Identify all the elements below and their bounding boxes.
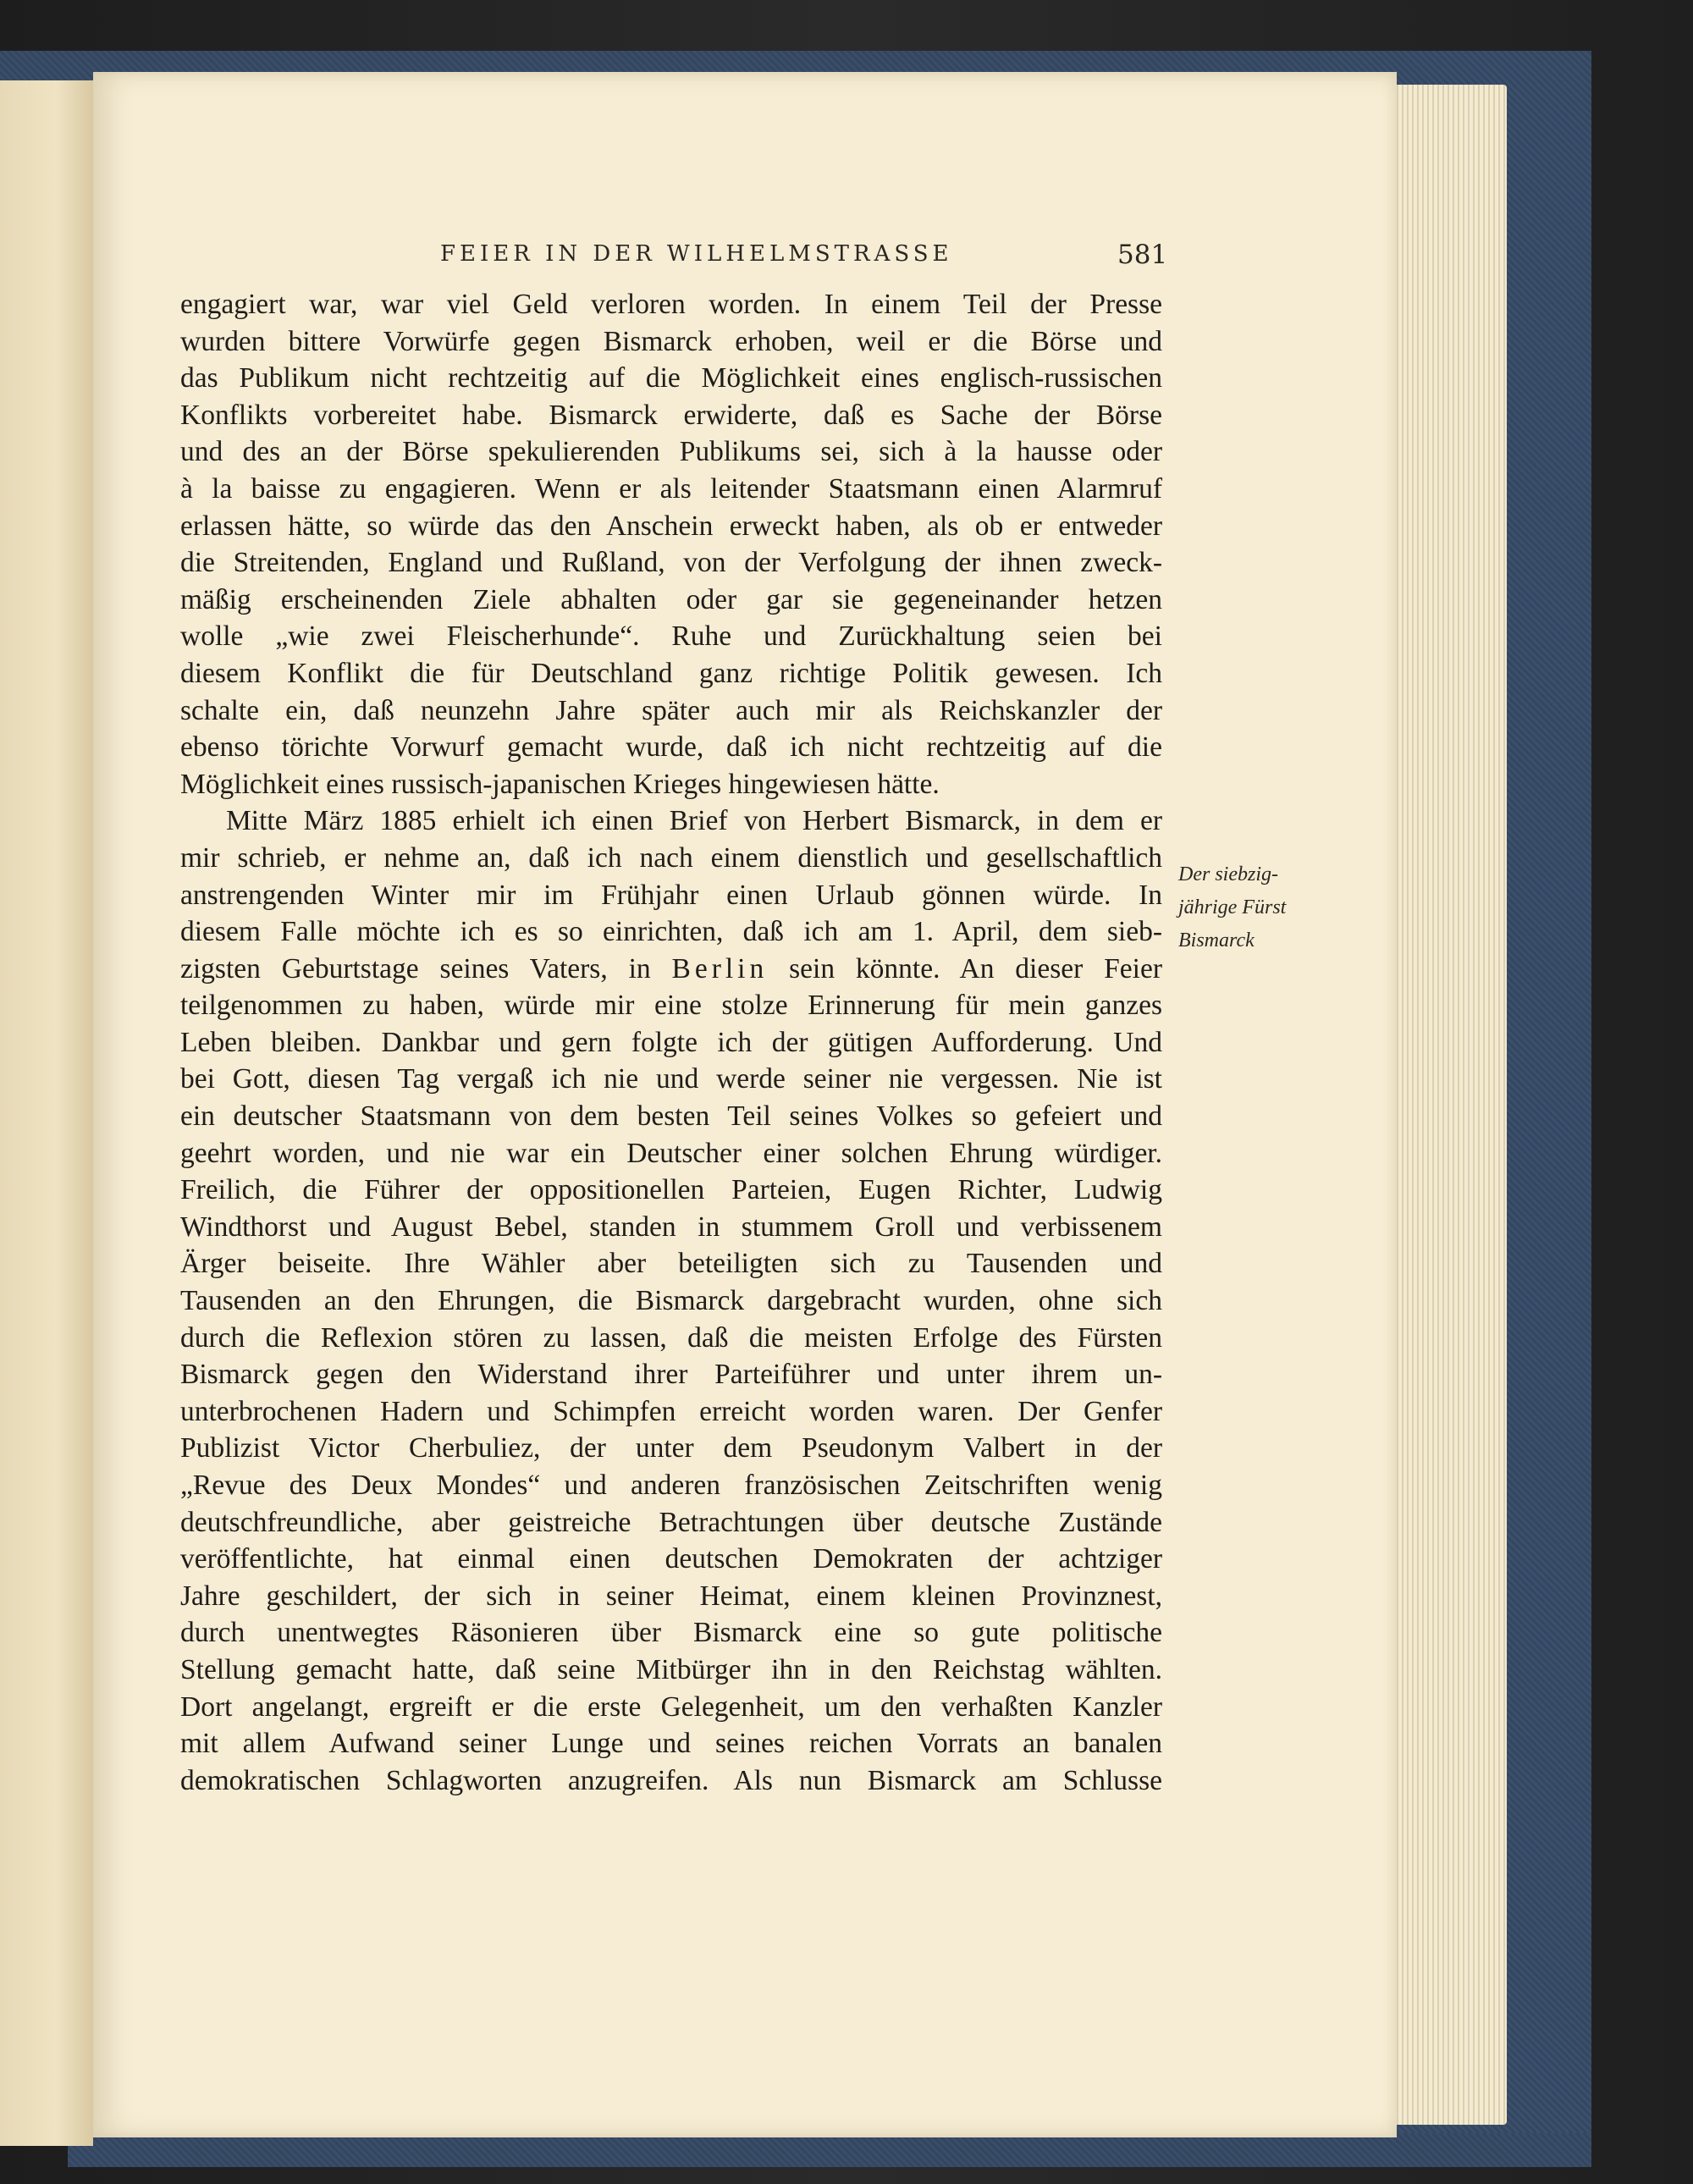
- page-number: 581: [1117, 240, 1168, 270]
- text-line: geehrt worden, und nie war ein Deutscher einer solchen Ehrung würdiger.: [180, 1137, 1162, 1169]
- text-line: Mitte März 1885 erhielt ich einen Brief von Herbert Bismarck, in dem er: [226, 805, 1162, 837]
- marginal-note-line: Der siebzig-: [1178, 863, 1278, 885]
- text-line: Freilich, die Führer der oppositionellen Parteien, Eugen Richter, Ludwig: [180, 1174, 1162, 1206]
- text-line: Konflikts vorbereitet habe. Bismarck erwiderte, daß es Sache der Börse: [180, 399, 1162, 431]
- text-line: Publizist Victor Cherbuliez, der unter dem Pseudonym Valbert in der: [180, 1432, 1162, 1464]
- text-line: unterbrochenen Hadern und Schimpfen erreicht worden waren. Der Genfer: [180, 1395, 1162, 1427]
- text-line: Stellung gemacht hatte, daß seine Mitbürger ihn in den Reichstag wählten.: [180, 1653, 1162, 1685]
- body-text: [180, 286, 1162, 1799]
- text-line: schalte ein, daß neunzehn Jahre später auch mir als Reichskanzler der: [180, 694, 1162, 726]
- text-line: Dort angelangt, ergreift er die erste Gelegenheit, um den verhaßten Kanzler: [180, 1690, 1162, 1723]
- text-line: wurden bittere Vorwürfe gegen Bismarck erhoben, weil er die Börse und: [180, 325, 1162, 357]
- text-line: wolle „wie zwei Fleischerhunde“. Ruhe und Zurückhaltung seien bei: [180, 620, 1162, 653]
- left-page-edge: [0, 80, 93, 2146]
- text-line: Möglichkeit eines russisch-japanischen Krieges hingewiesen hätte.: [180, 768, 940, 800]
- text-line: veröffentlichte, hat einmal einen deutschen Demokraten der achtziger: [180, 1543, 1162, 1575]
- text-line: Bismarck gegen den Widerstand ihrer Parteiführer und unter ihrem un-: [180, 1359, 1162, 1391]
- text-line: diesem Falle möchte ich es so einrichten, daß ich am 1. April, dem sieb-: [180, 916, 1162, 948]
- text-line: deutschfreundliche, aber geistreiche Betrachtungen über deutsche Zustände: [180, 1506, 1162, 1538]
- text-line: „Revue des Deux Mondes“ und anderen französischen Zeitschriften wenig: [180, 1470, 1162, 1501]
- text-line: Tausenden an den Ehrungen, die Bismarck dargebracht wurden, ohne sich: [180, 1285, 1162, 1317]
- text-line: demokratischen Schlagworten anzugreifen. Als nun Bismarck am Schlusse: [180, 1764, 1162, 1796]
- running-head: FEIER IN DER WILHELMSTRASSE: [440, 241, 953, 267]
- text-line: durch die Reflexion stören zu lassen, daß die meisten Erfolge des Fürsten: [180, 1321, 1162, 1354]
- text-line: [180, 951, 1162, 988]
- page-edges: [1388, 85, 1507, 2125]
- text-line: ein deutscher Staatsmann von dem besten Teil seines Volkes so gefeiert und: [180, 1100, 1162, 1133]
- text-line: diesem Konflikt die für Deutschland ganz richtige Politik gewesen. Ich: [180, 657, 1162, 689]
- text-line: die Streitenden, England und Rußland, von der Verfolgung der ihnen zweck-: [180, 547, 1162, 579]
- text-line: durch unentwegtes Räsonieren über Bismarck eine so gute politische: [180, 1617, 1162, 1649]
- text-line: Windthorst und August Bebel, standen in stummem Groll und verbissenem: [180, 1211, 1162, 1243]
- text-line: und des an der Börse spekulierenden Publikums sei, sich à la hausse oder: [180, 436, 1162, 468]
- text-line: erlassen hätte, so würde das den Anschein erweckt haben, als ob er entweder: [180, 510, 1162, 542]
- text-line: à la baisse zu engagieren. Wenn er als leitender Staatsmann einen Alarmruf: [180, 472, 1162, 505]
- text-line: bei Gott, diesen Tag vergaß ich nie und werde seiner nie vergessen. Nie ist: [180, 1063, 1162, 1095]
- text-line: ebenso törichte Vorwurf gemacht wurde, daß ich nicht rechtzeitig auf die: [180, 731, 1162, 764]
- text-line: mir schrieb, er nehme an, daß ich nach einem dienstlich und gesellschaftlich: [180, 841, 1162, 874]
- text-line: mit allem Aufwand seiner Lunge und seines reichen Vorrats an banalen: [180, 1728, 1162, 1760]
- text-line: mäßig erscheinenden Ziele abhalten oder gar sie gegeneinander hetzen: [180, 583, 1162, 615]
- text-line: teilgenommen zu haben, würde mir eine stolze Erinnerung für mein ganzes: [180, 990, 1162, 1022]
- marginal-note: [1178, 858, 1348, 957]
- text-line: anstrengenden Winter mir im Frühjahr einen Urlaub gönnen würde. In: [180, 879, 1162, 911]
- text-line: engagiert war, war viel Geld verloren worden. In einem Teil der Presse: [180, 289, 1162, 320]
- text-line: Ärger beiseite. Ihre Wähler aber beteiligten sich zu Tausenden und: [180, 1248, 1162, 1280]
- marginal-note-line: jährige Fürst: [1178, 896, 1287, 918]
- text-segment: zigsten Geburtstage seines Vaters, in: [180, 952, 672, 984]
- text-segment: sein könnte. An dieser Feier: [768, 952, 1162, 984]
- text-line: Jahre geschildert, der sich in seiner Heimat, einem kleinen Provinznest,: [180, 1580, 1162, 1612]
- spaced-text: Berlin: [671, 952, 769, 984]
- text-line: das Publikum nicht rechtzeitig auf die Möglichkeit eines englisch-russischen: [180, 362, 1162, 394]
- book-cover-bottom-edge: [68, 2133, 1591, 2167]
- marginal-note-line: Bismarck: [1178, 929, 1255, 951]
- text-line: Leben bleiben. Dankbar und gern folgte ich der gütigen Aufforderung. Und: [180, 1026, 1162, 1058]
